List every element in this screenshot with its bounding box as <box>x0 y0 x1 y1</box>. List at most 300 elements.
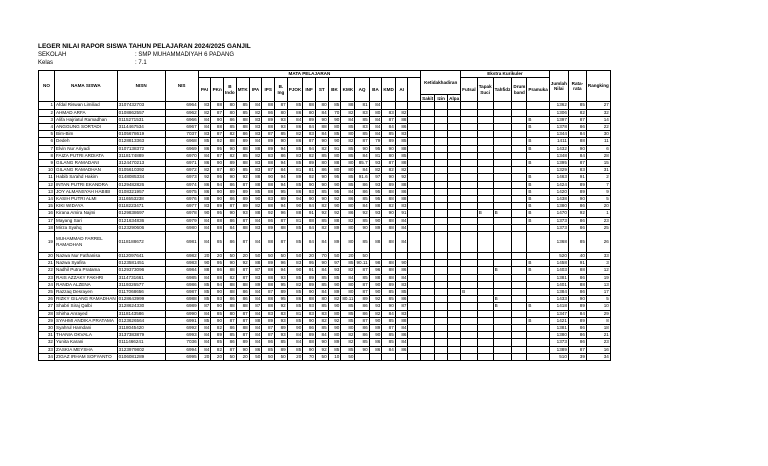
row-absen <box>435 116 448 123</box>
row-name: Yunita Karani <box>55 339 118 346</box>
row-score: 87 <box>275 217 288 224</box>
row-nis: 6990 <box>165 310 198 317</box>
row-ekstra <box>461 325 478 332</box>
row-score: 90 <box>303 317 316 324</box>
header-subject-blank <box>408 78 421 102</box>
row-name: ZASKIA MEYSHA <box>55 346 118 353</box>
row-score: 89 <box>275 325 288 332</box>
row-score: 90 <box>224 145 237 152</box>
row-score: 83 <box>249 167 262 174</box>
row-score: 85 <box>236 152 249 159</box>
row-score: 84 <box>198 123 211 130</box>
row-score <box>408 267 421 274</box>
row-score: 20 <box>198 253 211 260</box>
row-ekstra <box>477 152 493 159</box>
row-score: 85 <box>355 116 369 123</box>
row-score: 90.11 <box>356 260 368 266</box>
row-rata: 86 <box>568 339 586 346</box>
row-rank: 26 <box>586 232 610 253</box>
row-rank: 11 <box>586 138 610 145</box>
row-score: 86 <box>262 217 275 224</box>
row-jumlah: 1433 <box>549 296 568 303</box>
row-nis: 6985 <box>165 274 198 281</box>
row-score: 82 <box>224 131 237 138</box>
row-jumlah: 1368 <box>549 232 568 253</box>
row-score: 84 <box>382 310 395 317</box>
row-nisn: 0106081289 <box>117 353 165 360</box>
row-score: 87 <box>249 267 262 274</box>
row-score: 92 <box>328 317 341 324</box>
row-jumlah: 1344 <box>549 131 568 138</box>
row-score: 87 <box>262 289 275 296</box>
row-absen <box>448 346 461 353</box>
row-score: 88 <box>236 224 249 231</box>
row-score: 86 <box>262 339 275 346</box>
row-nisn: 3116553238 <box>117 196 165 203</box>
row-score: 83 <box>315 310 328 317</box>
row-score: 84 <box>369 131 382 138</box>
row-rank: 27 <box>586 102 610 109</box>
row-score: 90 <box>198 210 211 217</box>
row-nis: 6980 <box>165 224 198 231</box>
header-subject: ST <box>315 78 328 102</box>
table-row <box>39 196 611 203</box>
row-absen <box>435 260 448 267</box>
row-score: 85 <box>287 145 303 152</box>
row-ekstra <box>512 232 527 253</box>
row-score: 88 <box>328 160 341 167</box>
row-score: 84 <box>369 102 382 109</box>
row-score: 87 <box>198 303 211 310</box>
row-jumlah: 1418 <box>549 303 568 310</box>
row-nis: 6983 <box>165 260 198 267</box>
row-ekstra <box>461 267 478 274</box>
row-score: 84 <box>395 224 408 231</box>
row-absen <box>448 102 461 109</box>
row-name: Shirha Anrayed <box>55 310 118 317</box>
row-score: 85 <box>198 317 211 324</box>
row-absen <box>421 267 435 274</box>
row-ekstra <box>493 281 512 288</box>
row-score: 89 <box>382 138 395 145</box>
row-ekstra <box>512 145 527 152</box>
row-score: 88 <box>382 274 395 281</box>
row-score: 85 <box>382 332 395 339</box>
row-ekstra <box>477 253 493 260</box>
table-row <box>39 303 611 310</box>
row-score: 83 <box>249 116 262 123</box>
row-score: 89 <box>224 160 237 167</box>
row-rank: 34 <box>586 353 610 360</box>
row-score: 84 <box>249 289 262 296</box>
header-ekstra: Tahfidz <box>493 78 512 102</box>
row-ekstra <box>461 296 478 303</box>
row-score: 88 <box>249 174 262 181</box>
row-score: 88 <box>369 232 382 253</box>
row-score: 85 <box>315 303 328 310</box>
row-ekstra <box>527 325 549 332</box>
row-score: 91 <box>328 145 341 152</box>
row-ekstra <box>461 224 478 231</box>
row-ekstra <box>512 203 527 210</box>
row-ekstra <box>493 145 512 152</box>
row-score <box>395 353 408 360</box>
row-rata: 88 <box>568 267 586 274</box>
row-score: 50 <box>249 353 262 360</box>
table-row <box>39 325 611 332</box>
row-score: 92 <box>198 174 211 181</box>
row-score: 90 <box>355 224 369 231</box>
header-subject: IPA <box>249 78 262 102</box>
row-score: 82 <box>369 310 382 317</box>
row-score: 88 <box>303 339 316 346</box>
row-name: Alifa Hajriatul Ramadhan <box>55 116 118 123</box>
row-rank: 5 <box>586 296 610 303</box>
row-score: 84 <box>303 232 316 253</box>
row-score: 85 <box>315 152 328 159</box>
row-score: 88 <box>395 181 408 188</box>
row-ekstra <box>477 339 493 346</box>
row-nisn: 0148085334 <box>117 174 165 181</box>
row-absen <box>421 232 435 253</box>
row-absen <box>421 210 435 217</box>
row-rank: 18 <box>586 325 610 332</box>
row-score: 86 <box>355 332 369 339</box>
row-ekstra <box>461 332 478 339</box>
row-absen <box>435 167 448 174</box>
row-score: 92 <box>328 210 341 217</box>
row-jumlah: 1380 <box>549 332 568 339</box>
row-jumlah: 1347 <box>549 310 568 317</box>
row-name: SYAHMI ANDIKA PRATAMA <box>55 317 118 324</box>
row-score: 88 <box>395 160 408 167</box>
row-ekstra <box>493 174 512 181</box>
row-score: 86 <box>287 123 303 130</box>
row-absen <box>435 152 448 159</box>
row-score: 84 <box>355 152 369 159</box>
row-absen <box>435 174 448 181</box>
row-ekstra <box>527 253 549 260</box>
row-nisn: 0108862557 <box>117 109 165 116</box>
row-no: 8 <box>39 152 55 159</box>
row-nis: 6967 <box>165 123 198 130</box>
row-score: 84 <box>369 116 382 123</box>
row-score: 80 <box>341 167 355 174</box>
row-ekstra <box>461 109 478 116</box>
row-score: 86 <box>287 188 303 195</box>
row-score: 90 <box>303 346 316 353</box>
row-nisn: 0118188672 <box>117 232 165 253</box>
row-rata: 86 <box>568 123 586 130</box>
row-score: 85 <box>328 131 341 138</box>
row-score: 95 <box>211 260 224 267</box>
row-ekstra <box>493 196 512 203</box>
row-score: 83 <box>395 310 408 317</box>
row-ekstra <box>527 167 549 174</box>
row-nisn: 0118223471 <box>117 203 165 210</box>
row-ekstra <box>477 138 493 145</box>
row-ekstra <box>477 181 493 188</box>
table-row <box>39 232 611 253</box>
row-no: 30 <box>39 325 55 332</box>
row-rata: 84 <box>568 310 586 317</box>
row-nis: 6995 <box>165 353 198 360</box>
row-score: 82 <box>287 281 303 288</box>
row-nis: 7036 <box>165 339 198 346</box>
row-absen <box>421 102 435 109</box>
row-score: 20 <box>341 253 355 260</box>
row-rank: 2 <box>586 174 610 181</box>
row-score: 85 <box>341 123 355 130</box>
row-ekstra <box>527 224 549 231</box>
row-score: 85 <box>382 317 395 324</box>
row-score: 86 <box>224 217 237 224</box>
row-score: 88 <box>328 217 341 224</box>
row-rata: 88 <box>568 281 586 288</box>
header-nis: NIS <box>165 71 198 102</box>
row-absen <box>435 353 448 360</box>
row-score: 84 <box>369 123 382 130</box>
row-ekstra: B <box>527 138 549 145</box>
row-score: 90 <box>211 160 224 167</box>
row-ekstra <box>512 131 527 138</box>
row-score: 94 <box>275 181 288 188</box>
row-score: 82 <box>341 332 355 339</box>
row-score: 87 <box>236 310 249 317</box>
row-ekstra <box>461 145 478 152</box>
row-score: 92 <box>211 138 224 145</box>
row-nis: 6972 <box>165 167 198 174</box>
row-score: 88 <box>198 267 211 274</box>
row-score: 86 <box>262 109 275 116</box>
row-ekstra <box>477 267 493 274</box>
row-score: 90 <box>287 203 303 210</box>
row-ekstra <box>461 317 478 324</box>
row-absen <box>421 131 435 138</box>
row-nisn: 0129838697 <box>117 210 165 217</box>
row-score: 84 <box>303 123 316 130</box>
row-no: 14 <box>39 196 55 203</box>
row-score: 89 <box>236 138 249 145</box>
row-score: 50 <box>249 253 262 260</box>
row-score: 93 <box>369 303 382 310</box>
row-absen <box>435 281 448 288</box>
row-nisn: 0123626564 <box>117 317 165 324</box>
row-score: 82 <box>341 339 355 346</box>
row-score: 84 <box>198 217 211 224</box>
row-name: ZIGAZ IRHAM SOFYANTO <box>55 353 118 360</box>
row-score: 87 <box>236 267 249 274</box>
row-score: 90 <box>262 174 275 181</box>
row-rata: 89 <box>568 317 586 324</box>
row-absen <box>421 152 435 159</box>
row-score: 93 <box>275 116 288 123</box>
row-score: 88 <box>262 296 275 303</box>
row-score: 88 <box>262 102 275 109</box>
row-rank: 7 <box>586 181 610 188</box>
row-absen <box>421 289 435 296</box>
row-ekstra <box>493 152 512 159</box>
row-score <box>408 274 421 281</box>
row-rata: 40 <box>568 253 586 260</box>
row-jumlah: 1362 <box>549 102 568 109</box>
row-score: 87 <box>236 332 249 339</box>
row-nis: 6994 <box>165 346 198 353</box>
row-score: 89 <box>382 181 395 188</box>
row-score: 83 <box>382 109 395 116</box>
row-score: 84 <box>287 339 303 346</box>
row-ekstra <box>461 303 478 310</box>
row-score: 86 <box>303 325 316 332</box>
row-rata: 82 <box>568 109 586 116</box>
row-score: 83 <box>303 131 316 138</box>
row-score: 82 <box>315 145 328 152</box>
row-score: 70 <box>328 109 341 116</box>
row-score: 96 <box>275 210 288 217</box>
row-jumlah: 1403 <box>549 267 568 274</box>
row-score: 86 <box>275 152 288 159</box>
row-score: 85 <box>341 346 355 353</box>
row-ekstra <box>477 289 493 296</box>
row-jumlah: 520 <box>549 253 568 260</box>
row-ekstra <box>493 160 512 167</box>
row-ekstra <box>477 145 493 152</box>
row-jumlah: 1306 <box>549 109 568 116</box>
row-rank: 12 <box>586 267 610 274</box>
row-score <box>382 253 395 260</box>
row-score: 80 <box>224 167 237 174</box>
header-ekstra: Drum band <box>512 78 527 102</box>
row-score: 84 <box>315 267 328 274</box>
row-score: 84 <box>315 289 328 296</box>
row-ekstra: B <box>527 188 549 195</box>
row-score: 89 <box>211 332 224 339</box>
row-ekstra <box>493 102 512 109</box>
row-score <box>408 102 421 109</box>
table-row <box>39 253 611 260</box>
row-score: 85 <box>395 138 408 145</box>
row-score: 90 <box>369 217 382 224</box>
row-score: 87 <box>355 281 369 288</box>
row-rata: 92 <box>568 210 586 217</box>
row-score: 84 <box>303 203 316 210</box>
row-rank: 13 <box>586 281 610 288</box>
row-rata: 39 <box>568 353 586 360</box>
row-score: 50 <box>224 253 237 260</box>
row-score: 88 <box>224 289 237 296</box>
row-score: 89 <box>236 339 249 346</box>
row-score: 82 <box>211 325 224 332</box>
row-jumlah: 1380 <box>549 203 568 210</box>
table-row <box>39 174 611 181</box>
row-nis: 6971 <box>165 160 198 167</box>
row-score: 84 <box>198 232 211 253</box>
row-rata: 90 <box>568 296 586 303</box>
row-score: 87 <box>382 116 395 123</box>
row-absen <box>435 346 448 353</box>
row-score: 80 <box>303 109 316 116</box>
row-ekstra <box>461 138 478 145</box>
row-score: 88 <box>382 260 395 267</box>
row-nis: 6988 <box>165 296 198 303</box>
row-absen <box>421 181 435 188</box>
table-row <box>39 203 611 210</box>
row-score: 88 <box>198 196 211 203</box>
row-ekstra <box>477 260 493 267</box>
row-absen <box>448 217 461 224</box>
row-jumlah: 1421 <box>549 317 568 324</box>
row-score: 88 <box>382 267 395 274</box>
row-ekstra: B <box>527 181 549 188</box>
row-ekstra <box>493 167 512 174</box>
row-ekstra <box>477 224 493 231</box>
row-score: 95 <box>275 281 288 288</box>
row-score: 81 <box>369 152 382 159</box>
row-ekstra: B <box>527 145 549 152</box>
row-name: Bim-Bim <box>55 131 118 138</box>
row-score: 88 <box>211 102 224 109</box>
row-score: 82 <box>328 296 341 303</box>
row-score: 88 <box>262 274 275 281</box>
row-absen <box>448 174 461 181</box>
row-rata: 86 <box>568 217 586 224</box>
row-absen <box>435 296 448 303</box>
row-score: 96 <box>275 260 288 267</box>
table-row <box>39 224 611 231</box>
row-absen <box>421 353 435 360</box>
row-no: 28 <box>39 310 55 317</box>
row-score: 85 <box>341 317 355 324</box>
row-score: 92 <box>275 303 288 310</box>
row-score: 84 <box>382 123 395 130</box>
row-ekstra <box>527 346 549 353</box>
row-nis: 6969 <box>165 145 198 152</box>
row-score: 82 <box>224 152 237 159</box>
row-no: 15 <box>39 203 55 210</box>
row-nis: 6989 <box>165 303 198 310</box>
header-absen: Sakit <box>422 95 434 101</box>
row-nis: 6981 <box>165 232 198 253</box>
row-score: 85 <box>211 339 224 346</box>
row-score: 90 <box>355 346 369 353</box>
row-ekstra <box>477 325 493 332</box>
row-score: 82 <box>198 109 211 116</box>
row-score: 85 <box>198 281 211 288</box>
row-score: 92 <box>355 210 369 217</box>
row-ekstra <box>512 317 527 324</box>
class-label: Kelas <box>38 60 54 66</box>
row-nisn: 0105610392 <box>117 167 165 174</box>
row-score: 87 <box>236 317 249 324</box>
row-score: 83 <box>262 196 275 203</box>
header-ekstra-kurikuler: Ekstra Kurikuler <box>461 71 550 78</box>
row-score: 85 <box>249 188 262 195</box>
table-row <box>39 332 611 339</box>
row-score: 90 <box>328 303 341 310</box>
row-score: 70 <box>303 353 316 360</box>
row-score: 89 <box>236 188 249 195</box>
row-nis: 6984 <box>165 267 198 274</box>
header-subject: AI <box>395 78 408 102</box>
row-score: 87 <box>355 267 369 274</box>
row-score: 93 <box>369 181 382 188</box>
row-name: FAIZA PUTRI ARDIATA <box>55 152 118 159</box>
row-nisn: 0121634836 <box>117 217 165 224</box>
row-score: 87 <box>224 203 237 210</box>
row-score <box>408 131 421 138</box>
row-name: GILANG RAMADHAN <box>55 167 118 174</box>
row-no: 7 <box>39 145 55 152</box>
